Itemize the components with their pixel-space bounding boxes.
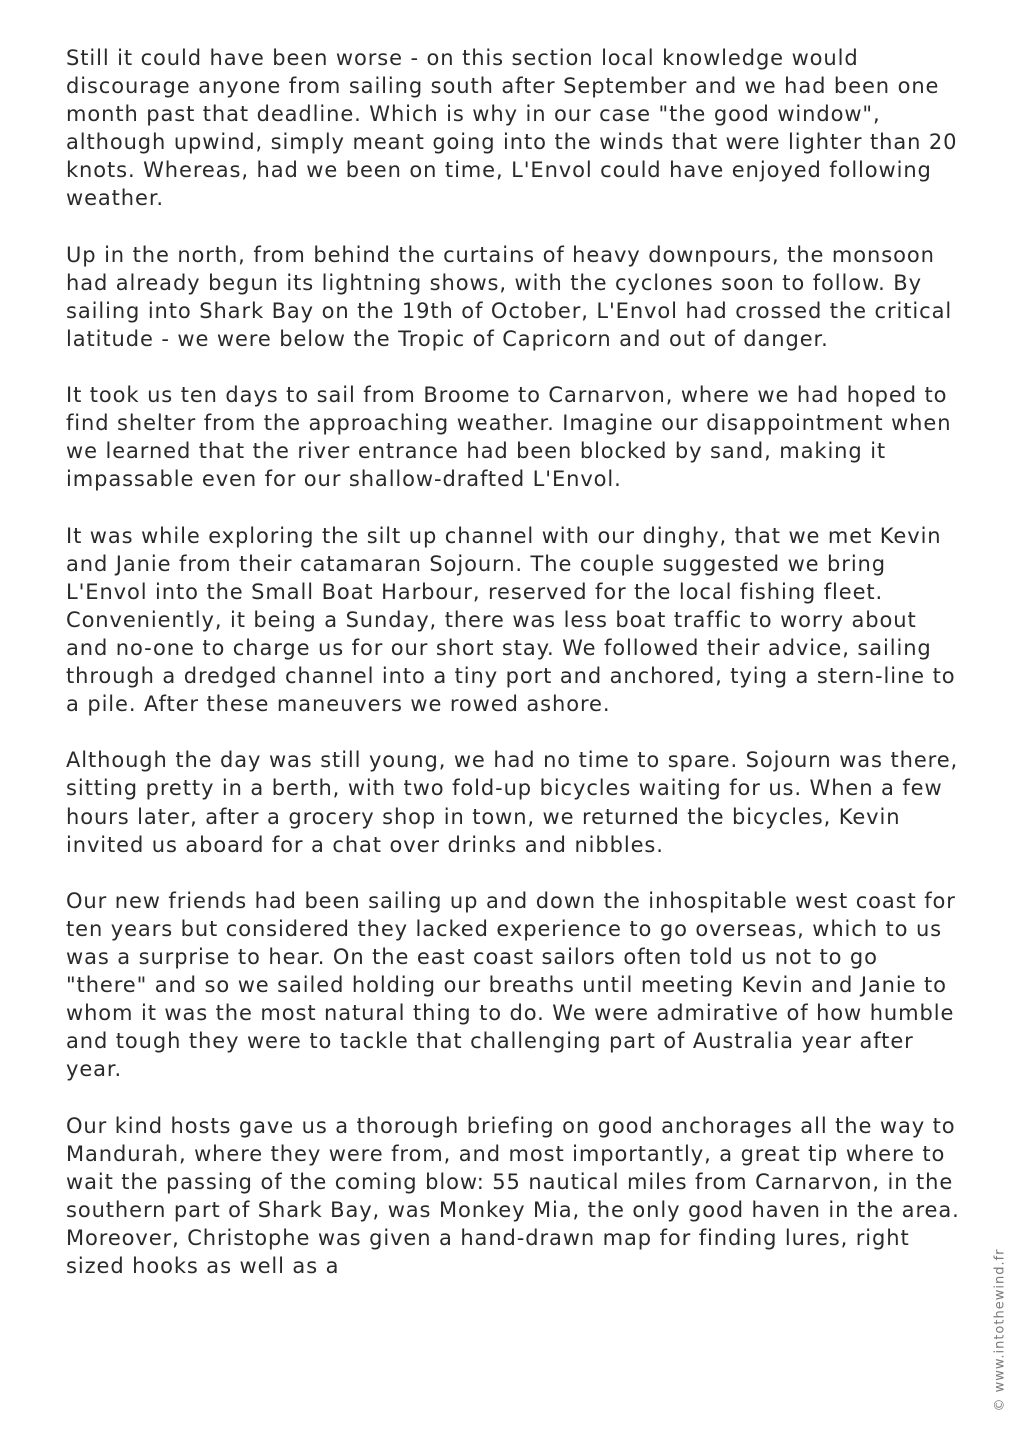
paragraph-6: Our new friends had been sailing up and down the inhospitable west coast for ten years but considered they lacked experience to go overseas, which to us was a surprise to hear. On the east coast sailors often told us not to go "there" and so we sailed holding our breaths until meeting Kevin and Janie to whom it was the most natural thing to do. We were admirative of how humble and tough they were to tackle that challenging part of Australia year after year.: [66, 888, 956, 1082]
paragraph-4: It was while exploring the silt up channel with our dinghy, that we met Kevin and Janie from their catamaran Sojourn. The couple suggested we bring L'Envol into the Small Boat Harbour, reserved for the local fishing fleet. Conveniently, it being a Sunday, there was less boat traffic to worry about and no-one to charge us for our short stay. We followed their advice, sailing through a dredged channel into a tiny port and anchored, tying a stern-line to a pile. After these maneuvers we rowed ashore.: [66, 523, 956, 717]
paragraph-5: Although the day was still young, we had no time to spare. Sojourn was there, sitting pretty in a berth, with two fold-up bicycles waiting for us. When a few hours later, after a grocery shop in town, we returned the bicycles, Kevin invited us aboard for a chat over drinks and nibbles.: [66, 748, 959, 857]
paragraph-2: Up in the north, from behind the curtains of heavy downpours, the monsoon had already begun its lightning shows, with the cyclones soon to follow. By sailing into Shark Bay on the 19th of October, L'Envol had crossed the critical latitude - we were below the Tropic of Capricorn and out of danger.: [66, 242, 953, 351]
paragraph-7: Our kind hosts gave us a thorough briefing on good anchorages all the way to Mandurah, where they were from, and most importantly, a great tip where to wait the passing of the coming blow: 55 nautical miles from Carnarvon, in the southern part of Shark Bay, was Monkey Mia, the only good haven in the area. Moreover, Christophe was given a hand-drawn map for finding lures, right sized hooks as well as a: [66, 1113, 960, 1279]
paragraph-1: Still it could have been worse - on this section local knowledge would discourage anyone from sailing south after September and we had been one month past that deadline. Which is why in our case "the good window", although upwind, simply meant going into the winds that were lighter than 20 knots. Whereas, had we been on time, L'Envol could have enjoyed following weather.: [66, 46, 958, 211]
document-body: [66, 44, 966, 1308]
copyright-watermark: [985, 1240, 1015, 1420]
paragraph-3: It took us ten days to sail from Broome to Carnarvon, where we had hoped to find shelter from the approaching weather. Imagine our disappointment when we learned that the river entrance had been blocked by sand, making it impassable even for our shallow-drafted L'Envol.: [66, 383, 952, 492]
watermark-text: © www.intothewind.fr: [992, 1248, 1008, 1412]
